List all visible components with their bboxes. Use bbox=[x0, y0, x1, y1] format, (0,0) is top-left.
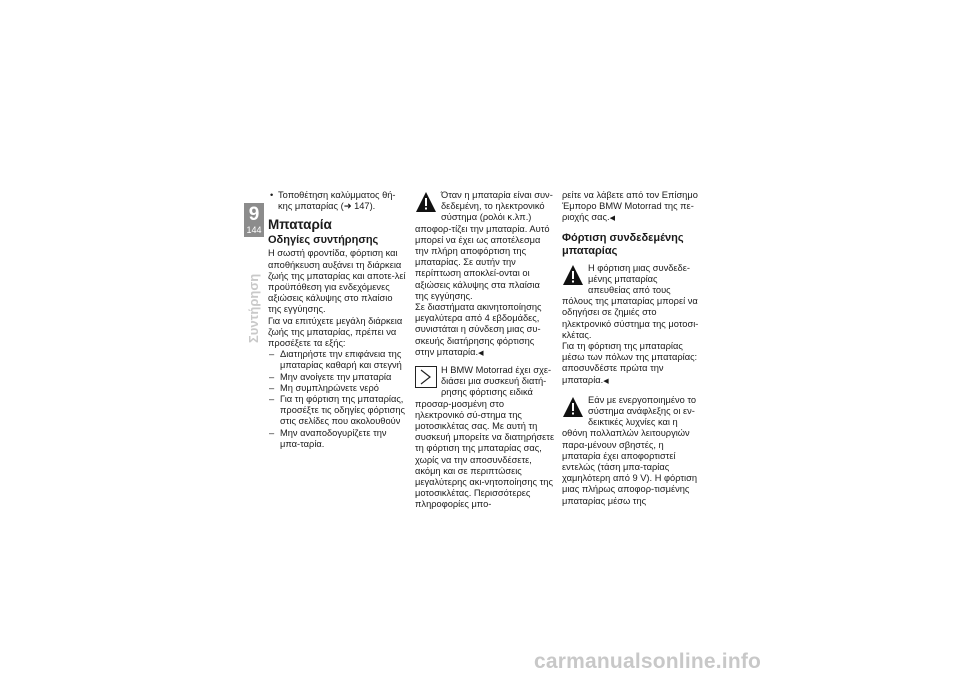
paragraph: Για να επιτύχετε μεγάλη διάρκεια ζωής της μπαταρίας, πρέπει να προσέξετε τα εξής: bbox=[268, 315, 403, 349]
paragraph: Η σωστή φροντίδα, φόρτιση και αποθήκευση αυξάνει τη διάρκεια ζωής της μπαταρίας και αποτε-λεί προϋπόθεση για ενδεχόμενες αξιώσεις κάλυψης στο πλαίσιο της εγγύησης. bbox=[268, 248, 406, 315]
list-item: – Μην ανοίγετε την μπαταρία bbox=[268, 372, 408, 383]
column-1 bbox=[268, 190, 408, 450]
warning-text: Εάν με ενεργοποιημένο το σύστημα ανάφλεξης οι εν-δεικτικές λυχνίες και η οθόνη πολλαπλών λειτουργιών παρα-μένουν σβηστές, η μπαταρία έχει αποφορτιστεί εντελώς (τάση μπα-ταρίας χαμηλότερη από 9 V). Η φόρτιση μιας πλήρως αποφορ-τισμένης μπαταρίας μέσω της bbox=[562, 394, 697, 506]
list-item: – Διατηρήστε την επιφάνεια της μπαταρίας καθαρή και στεγνή bbox=[268, 349, 408, 371]
note-block bbox=[415, 365, 555, 511]
note-text-cont: ρείτε να λάβετε από τον Επίσημο Έμπορο BMW Motorrad της πε-ριοχής σας. bbox=[562, 190, 698, 223]
warning-text: Η φόρτιση μιας συνδεδε-μένης μπαταρίας απευθείας από τους πόλους της μπαταρίας μπορεί να οδηγήσει σε ζημιές στο ηλεκτρονικό σύστημα της μοτοσι-κλέτας. bbox=[562, 262, 699, 340]
list-item: – Μη συμπληρώνετε νερό bbox=[268, 383, 408, 394]
chapter-side-label: Συντήρηση bbox=[246, 273, 261, 343]
warning-block bbox=[562, 263, 702, 341]
warning-text: Όταν η μπαταρία είναι συν-δεδεμένη, το ηλεκτρονικό σύστημα (ρολόι κ.λπ.) αποφορ-τίζει την μπαταρία. Αυτό μπορεί να έχει ως αποτέλεσμα την πλήρη αποφόρτιση της μπαταρίας. Σε αυτήν την περίπτωση αποκλεί-ονται οι αξιώσεις κάλυψης στα πλαίσια της εγγύησης. bbox=[415, 190, 553, 301]
warning-text: Για τη φόρτιση της μπαταρίας μέσω των πόλων της μπαταρίας: αποσυνδέστε πρώτα την μπαταρία. bbox=[562, 341, 698, 385]
watermark: carmanualsonline.info bbox=[534, 650, 762, 673]
list-item: – Για τη φόρτιση της μπαταρίας, προσέξτε τις οδηγίες φόρτισης στις σελίδες που ακολουθούν bbox=[268, 394, 408, 428]
warning-block-cont bbox=[562, 341, 702, 387]
page-number: 144 bbox=[246, 225, 262, 235]
note-icon bbox=[415, 366, 437, 388]
paragraph bbox=[562, 190, 702, 225]
chapter-number: 9 bbox=[248, 204, 260, 225]
warning-triangle-icon bbox=[562, 396, 584, 418]
warning-block bbox=[415, 190, 555, 302]
end-mark: ◀ bbox=[603, 377, 609, 385]
warning-text: Σε διαστήματα ακινητοποίησης μεγαλύτερα από 4 εβδομάδες, συνιστάται η σύνδεση μιας συ-σκευής διατήρησης φόρτισης στην μπαταρία. bbox=[415, 302, 542, 357]
warning-block-cont bbox=[415, 302, 555, 359]
end-mark: ◀ bbox=[478, 349, 484, 357]
sub-heading: Φόρτιση συνδεδεμένης μπαταρίας bbox=[562, 231, 684, 257]
bullet-item: • Τοποθέτηση καλύμματος θή-κης μπαταρίας (➜ 147). bbox=[268, 190, 408, 212]
warning-triangle-icon bbox=[415, 191, 437, 213]
end-mark: ◀ bbox=[609, 215, 615, 223]
warning-triangle-icon bbox=[562, 264, 584, 286]
column-3 bbox=[562, 190, 702, 507]
warning-block bbox=[562, 395, 702, 507]
note-text: Η BMW Motorrad έχει σχε-διάσει μια συσκευή διατή-ρησης φόρτισης ειδικά προσαρ-μοσμένη στο ηλεκτρονικό σύ-στημα της μοτοσικλέτας σας. Με αυτή τη συσκευή μπορείτε να διατηρήσετε τη φόρτιση της μπαταρίας σας, χωρίς να την αποσυνδέσετε, ακόμη και σε περιπτώσεις μεγαλύτερης ακι-νητοποίησης της μοτοσικλέτας. Περισσότερες πληροφορίες μπο- bbox=[415, 365, 555, 510]
column-2 bbox=[415, 190, 555, 511]
section-heading: Μπαταρία bbox=[268, 217, 332, 233]
list-item: – Μην αναποδογυρίζετε την μπα-ταρία. bbox=[268, 428, 408, 450]
sub-heading: Οδηγίες συντήρησης bbox=[268, 234, 379, 247]
